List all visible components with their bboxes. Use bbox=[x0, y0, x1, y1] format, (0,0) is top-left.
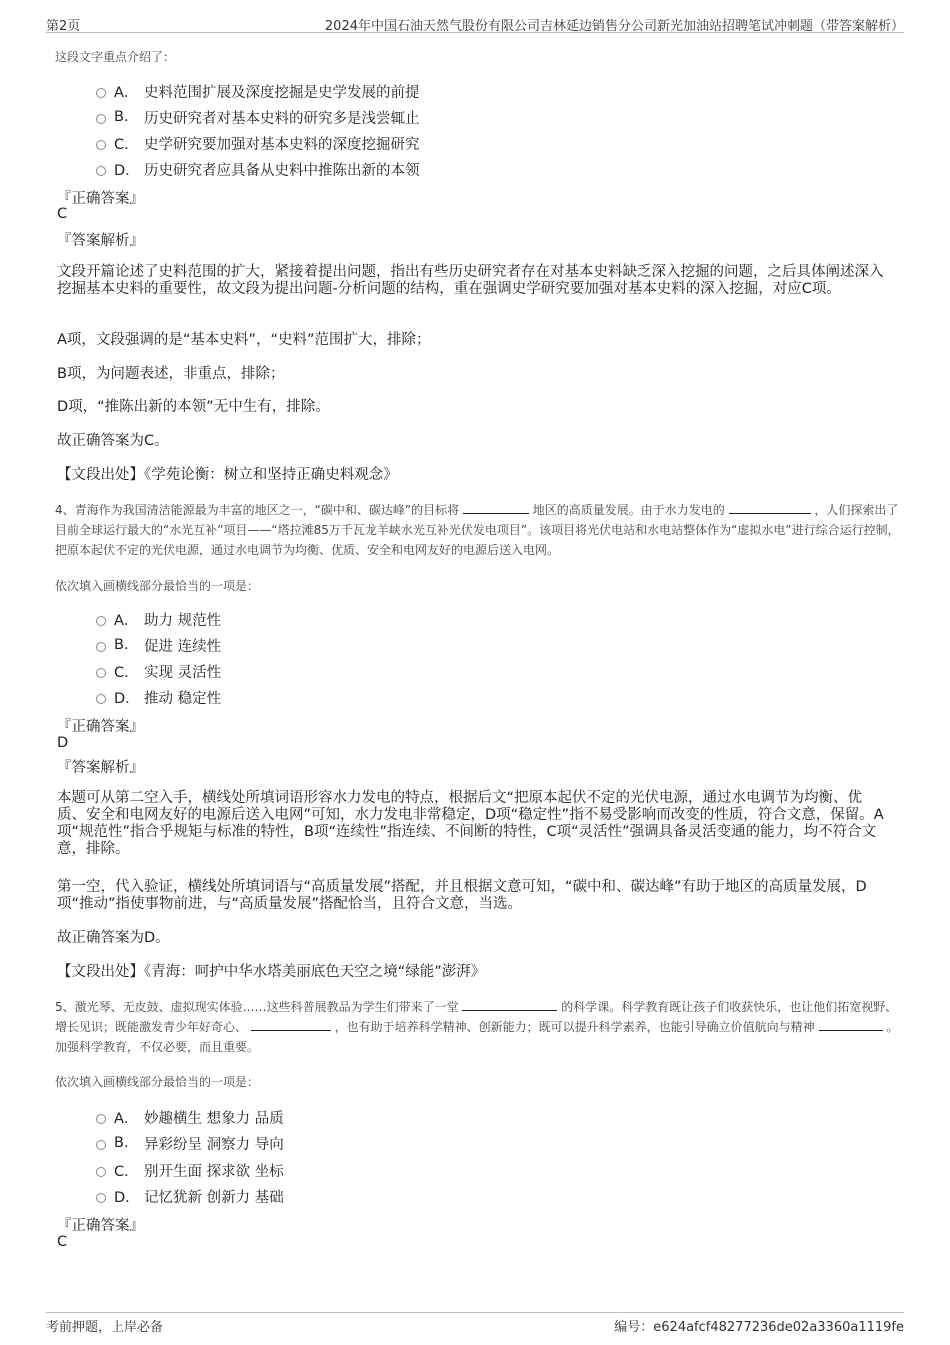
q3-analysis-p1: 文段开篇论述了史料范围的扩大，紧接着提出问题，指出有些历史研究者存在对基本史料缺乏深入挖掘的问题，之后具体阐述深入挖掘基本史料的重要性，故文段为提出问题-分析问题的结构，重在强调史学研究要加强对基本史料的深入挖掘，对应C项。 bbox=[57, 264, 884, 297]
q3-analysis-p3: B项，为问题表述，非重点，排除； bbox=[57, 366, 285, 382]
q4-stem: 4、青海作为我国清洁能源最为丰富的地区之一，“碳中和、碳达峰”的目标将 地区的高质量发展。由于水力发电的 ，人们探索出了目前全球运行最大的“水光互补”项目——“塔拉滩85万千瓦龙羊峡水光互补光伏发电项目”。该项目将光伏电站和水电站整体作为“虚拟水电”进行综合运行控制，把原本起伏不定的光伏电源，通过水电调节为均衡、优质、安全和电网友好的电源后送入电网。 bbox=[55, 503, 900, 557]
fill-blank bbox=[729, 502, 811, 514]
q5-option-a[interactable]: A． 妙趣横生 想象力 品质 bbox=[96, 1107, 284, 1127]
radio-icon[interactable] bbox=[96, 616, 106, 626]
q5-answer-label: 『正确答案』 bbox=[57, 1218, 144, 1234]
q4-analysis-p1: 本题可从第二空入手，横线处所填词语形容水力发电的特点，根据后文“把原本起伏不定的光伏电源，通过水电调节为均衡、优质、安全和电网友好的电源后送入电网”可知，水力发电非常稳定，D项“稳定性”指不易受影响而改变的性质，符合文意，保留。A项“规范性”指合乎规矩与标准的特性，B项“连续性”指连续、不间断的特性，C项“灵活性”强调具备灵活变通的能力，均不符合文意，排除。 bbox=[57, 790, 884, 857]
q4-analysis-p2: 第一空，代入验证，横线处所填词语与“高质量发展”搭配，并且根据文意可知，“碳中和、碳达峰”有助于地区的高质量发展，D项“推动”指使事物前进，与“高质量发展”搭配恰当，且符合文意，当选。 bbox=[57, 879, 867, 912]
radio-icon[interactable] bbox=[96, 668, 106, 678]
radio-icon[interactable] bbox=[96, 1114, 106, 1124]
document-title: 2024年中国石油天然气股份有限公司吉林延边销售分公司新光加油站招聘笔试冲刺题（带答案解析） bbox=[324, 19, 904, 34]
q3-analysis-p2: A项，文段强调的是“基本史料”，“史料”范围扩大，排除； bbox=[57, 332, 431, 348]
q5-prompt: 依次填入画横线部分最恰当的一项是： bbox=[55, 1075, 260, 1089]
radio-icon[interactable] bbox=[96, 166, 106, 176]
radio-icon[interactable] bbox=[96, 1193, 106, 1203]
page-header bbox=[46, 15, 904, 33]
fill-blank bbox=[462, 999, 557, 1011]
radio-icon[interactable] bbox=[96, 642, 106, 652]
radio-icon[interactable] bbox=[96, 1167, 106, 1177]
page-number: 第2页 bbox=[46, 19, 81, 34]
q3-option-b[interactable]: B. 历史研究者对基本史料的研究多是浅尝辄止 bbox=[96, 107, 420, 127]
q5-answer: C bbox=[57, 1234, 68, 1250]
q4-option-a[interactable]: A． 助力 规范性 bbox=[96, 609, 221, 629]
q3-analysis-p5: 故正确答案为C。 bbox=[57, 433, 169, 449]
fill-blank bbox=[463, 502, 529, 514]
q3-answer-label: 『正确答案』 bbox=[57, 191, 144, 207]
q4-source: 【文段出处】《青海：呵护中华水塔美丽底色天空之境“绿能”澎湃》 bbox=[57, 964, 486, 980]
page-footer bbox=[46, 1312, 904, 1335]
q3-source: 【文段出处】《学苑论衡：树立和坚持正确史料观念》 bbox=[57, 467, 398, 483]
radio-icon[interactable] bbox=[96, 88, 106, 98]
radio-icon[interactable] bbox=[96, 140, 106, 150]
q3-option-c[interactable]: C． 史学研究要加强对基本史料的深度挖掘研究 bbox=[96, 133, 420, 153]
q3-prompt: 这段文字重点介绍了： bbox=[55, 50, 176, 64]
fill-blank bbox=[251, 1019, 331, 1031]
q5-option-c[interactable]: C． 别开生面 探求欲 坐标 bbox=[96, 1160, 284, 1180]
radio-icon[interactable] bbox=[96, 1140, 106, 1150]
q3-option-d[interactable]: D． 历史研究者应具备从史料中推陈出新的本领 bbox=[96, 159, 420, 179]
footer-serial: 编号：e624afcf48277236de02a3360a1119fe bbox=[614, 1320, 904, 1335]
radio-icon[interactable] bbox=[96, 114, 106, 124]
footer-slogan: 考前押题，上岸必备 bbox=[46, 1320, 164, 1335]
q4-answer-label: 『正确答案』 bbox=[57, 719, 144, 735]
q4-prompt: 依次填入画横线部分最恰当的一项是： bbox=[55, 579, 260, 593]
q5-stem: 5、激光琴、无皮鼓、虚拟现实体验……这些科普展教品为学生们带来了一堂 的科学课。科学教育既让孩子们收获快乐，也让他们拓宽视野、增长见识；既能激发青少年好奇心、 ，也有助于培养科学精神、创新能力；既可以提升科学素养，也能引导确立价值航向与精神 。加强科学教育，不仅必要，而且重要。 bbox=[55, 1000, 899, 1054]
q4-option-c[interactable]: C． 实现 灵活性 bbox=[96, 661, 221, 681]
q4-answer: D bbox=[57, 735, 69, 751]
q4-option-d[interactable]: D． 推动 稳定性 bbox=[96, 687, 221, 707]
fill-blank bbox=[819, 1019, 883, 1031]
q4-option-b[interactable]: B. 促进 连续性 bbox=[96, 635, 221, 655]
q4-analysis-p3: 故正确答案为D。 bbox=[57, 930, 170, 946]
q3-analysis-p4: D项，“推陈出新的本领”无中生有，排除。 bbox=[57, 399, 330, 415]
q3-analysis-label: 『答案解析』 bbox=[57, 233, 144, 249]
q4-analysis-label: 『答案解析』 bbox=[57, 760, 144, 776]
q3-option-a[interactable]: A． 史料范围扩展及深度挖掘是史学发展的前提 bbox=[96, 81, 420, 101]
q5-option-b[interactable]: B. 异彩纷呈 洞察力 导向 bbox=[96, 1133, 284, 1153]
q5-option-d[interactable]: D． 记忆犹新 创新力 基础 bbox=[96, 1186, 284, 1206]
radio-icon[interactable] bbox=[96, 694, 106, 704]
q3-answer: C bbox=[57, 206, 68, 222]
